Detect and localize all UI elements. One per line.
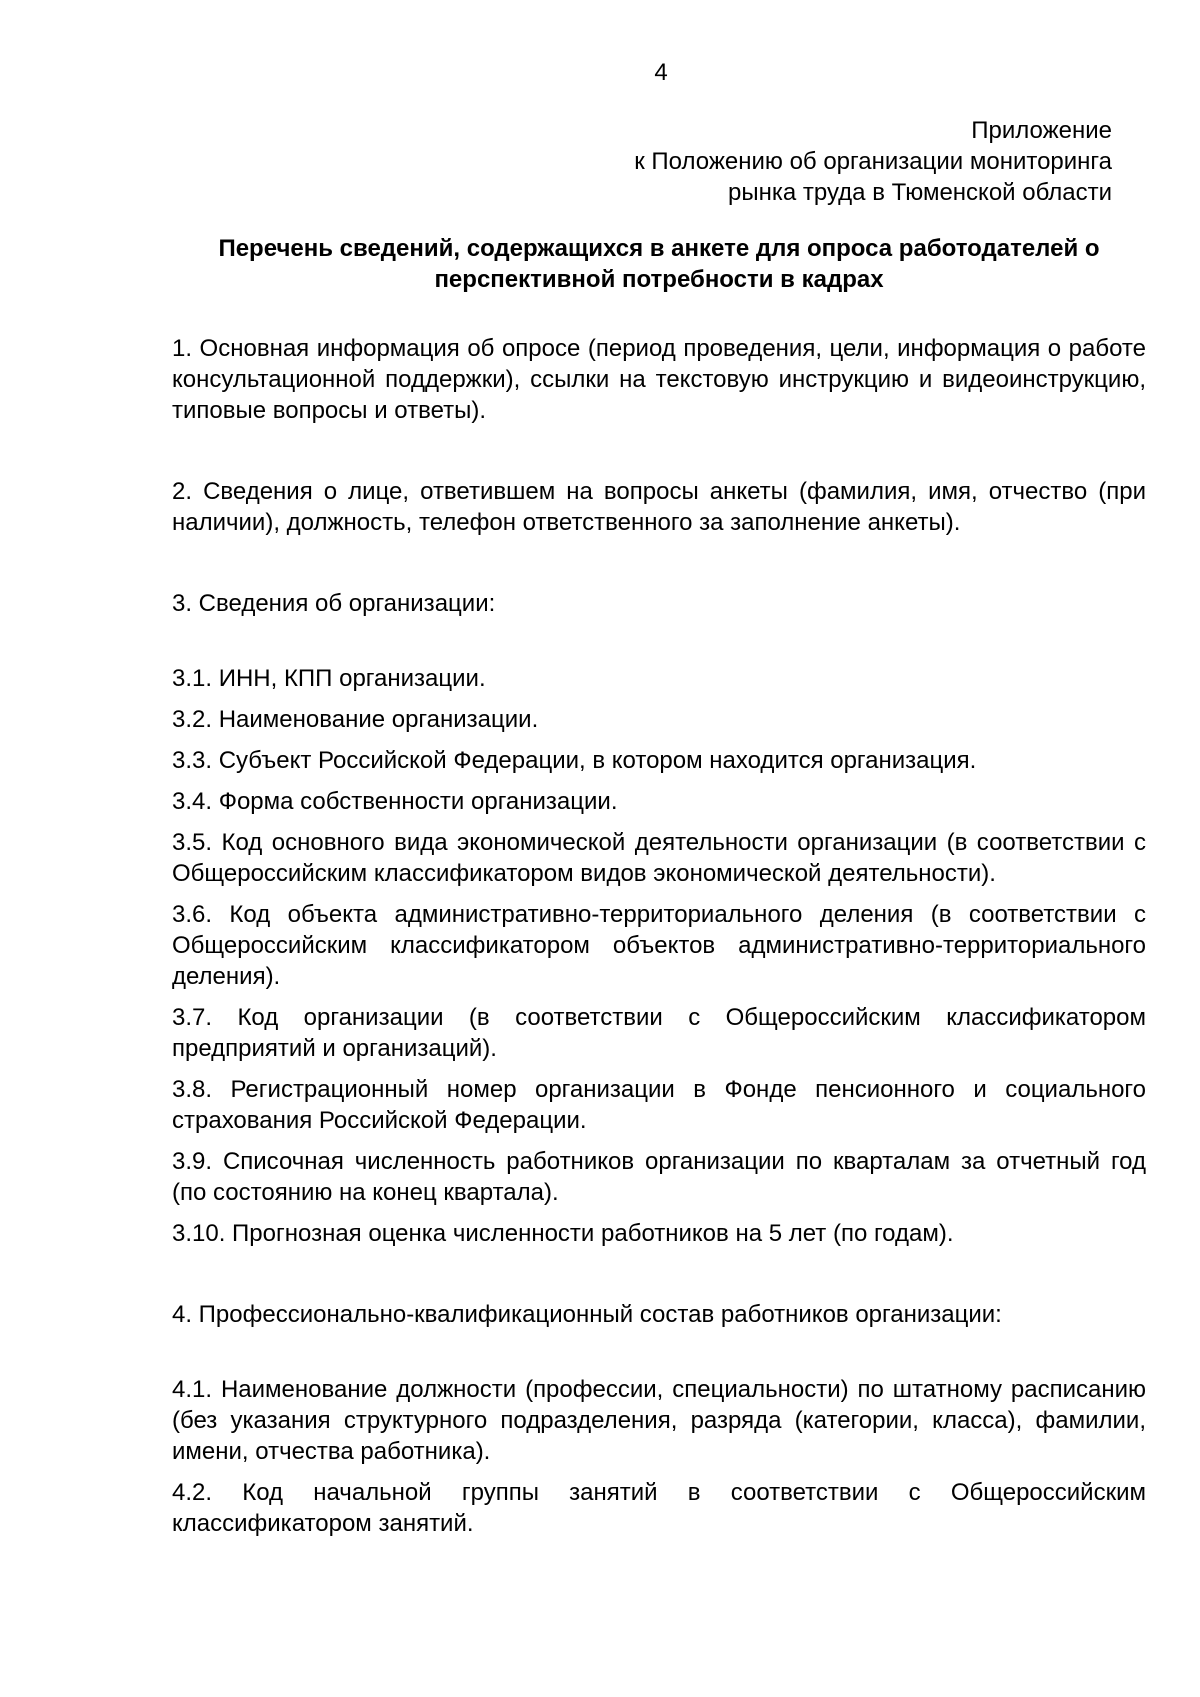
appendix-line-1: Приложение bbox=[971, 117, 1112, 144]
paragraph-3-4: 3.4. Форма собственности организации. bbox=[172, 788, 618, 815]
paragraph-3-3: 3.3. Субъект Российской Федерации, в котором находится организация. bbox=[172, 747, 977, 774]
paragraph-3-2: 3.2. Наименование организации. bbox=[172, 706, 539, 733]
paragraph-3: 3. Сведения об организации: bbox=[172, 590, 496, 617]
paragraph-3-6: 3.6. Код объекта административно-территориального деления (в соответствии с Общероссийским классификатором объектов административно-территориального деления). bbox=[172, 901, 1146, 990]
paragraph-3-8: 3.8. Регистрационный номер организации в Фонде пенсионного и социального страхования Российской Федерации. bbox=[172, 1076, 1146, 1134]
paragraph-4-1: 4.1. Наименование должности (профессии, специальности) по штатному расписанию (без указания структурного подразделения, разряда (категории, класса), фамилии, имени, отчества работника). bbox=[172, 1376, 1146, 1465]
paragraph-3-10: 3.10. Прогнозная оценка численности работников на 5 лет (по годам). bbox=[172, 1220, 954, 1247]
paragraph-3-7: 3.7. Код организации (в соответствии с Общероссийским классификатором предприятий и организаций). bbox=[172, 1004, 1146, 1062]
paragraph-3-9: 3.9. Списочная численность работников организации по кварталам за отчетный год (по состоянию на конец квартала). bbox=[172, 1148, 1146, 1206]
appendix-header bbox=[634, 115, 1112, 208]
page-number: 4 bbox=[654, 59, 668, 86]
paragraph-3-5: 3.5. Код основного вида экономической деятельности организации (в соответствии с Общероссийским классификатором видов экономической деятельности). bbox=[172, 829, 1146, 887]
paragraph-3-1: 3.1. ИНН, КПП организации. bbox=[172, 665, 486, 692]
paragraph-4-2: 4.2. Код начальной группы занятий в соответствии с Общероссийским классификатором занятий. bbox=[172, 1479, 1146, 1537]
document-body bbox=[172, 333, 1146, 1539]
appendix-line-2: к Положению об организации мониторинга bbox=[634, 148, 1112, 175]
appendix-line-3: рынка труда в Тюменской области bbox=[728, 179, 1112, 206]
paragraph-2: 2. Сведения о лице, ответившем на вопросы анкеты (фамилия, имя, отчество (при наличии), должность, телефон ответственного за заполнение анкеты). bbox=[172, 478, 1146, 536]
paragraph-4: 4. Профессионально-квалификационный состав работников организации: bbox=[172, 1301, 1002, 1328]
document-title: Перечень сведений, содержащихся в анкете для опроса работодателей о перспективной потребности в кадрах bbox=[218, 235, 1100, 293]
paragraph-1: 1. Основная информация об опросе (период проведения, цели, информация о работе консультационной поддержки), ссылки на текстовую инструкцию и видеоинструкцию, типовые вопросы и ответы). bbox=[172, 335, 1146, 424]
